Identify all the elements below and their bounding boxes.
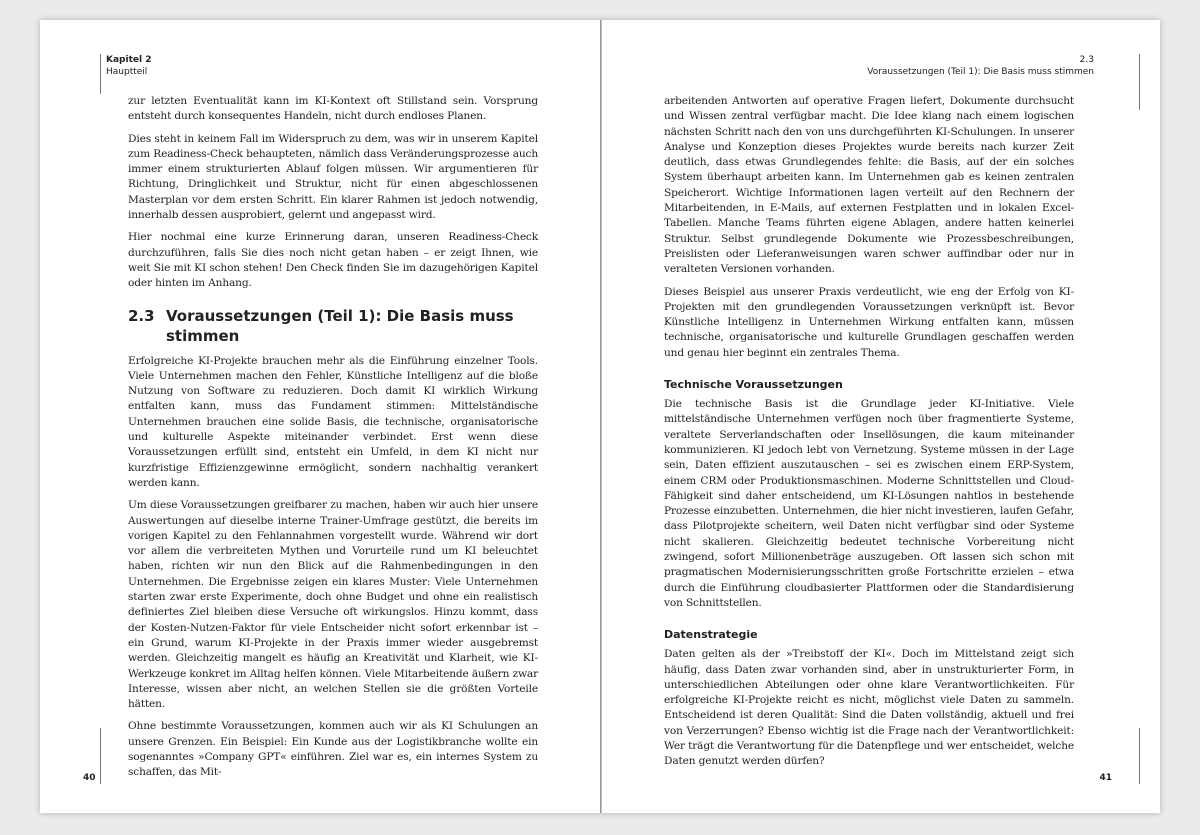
section-title-label: Voraussetzungen (Teil 1): Die Basis muss stimmen (867, 67, 1094, 77)
running-head-left (106, 54, 151, 78)
page-number-left: 40 (83, 773, 96, 783)
footer-rule (100, 728, 101, 784)
footer-rule (1139, 728, 1140, 784)
left-page (40, 20, 598, 813)
book-spread (40, 20, 1160, 813)
paragraph: Daten gelten als der »Treibstoff der KI«. Doch im Mittelstand zeigt sich häufig, dass Daten zwar vorhanden sind, aber in unstrukturierter Form, in unterschiedlichen Abteilungen oder ohne klare Verantwortlichkeiten. Für erfolgreiche KI-Projekte reicht es nicht, möglichst viele Daten zu sammeln. Entscheidend ist deren Qualität: Sind die Daten vollständig, aktuell und frei von Verzerrungen? Ebenso wichtig ist die Frage nach der Verantwortlichkeit: Wer trägt die Verantwortung für die Datenpflege und wer entscheidet, welche Daten genutzt werden dürfen? (664, 648, 1074, 768)
paragraph: zur letzten Eventualität kann im KI-Kontext oft Stillstand sein. Vorsprung entsteht durch konsequentes Handeln, nicht durch endloses Planen. (128, 95, 538, 123)
subheading-technical: Technische Voraussetzungen (664, 378, 843, 392)
paragraph: Um diese Voraussetzungen greifbarer zu machen, haben wir auch hier unsere Auswertungen auf dieselbe interne Trainer-Umfrage gestützt, die bereits im vorigen Kapitel zu den Fehlannahmen vorgestellt wurde. Während wir dort vor allem die verbreiteten Mythen und Vorurteile rund um KI beleuchtet haben, richten wir nun den Blick auf die Rahmenbedingungen in den Unternehmen. Die Ergebnisse zeigen ein klares Muster: Viele Unternehmen starten zwar erste Experimente, doch ohne Budget und ohne ein realistisch definiertes Ziel bleiben diese Versuche oft wirkungslos. Hinzu kommt, dass der Kosten-Nutzen-Faktor für viele Entscheider nicht sofort erkennbar ist – ein Grund, warum KI-Projekte in der Praxis immer wieder ausgebremst werden. Gleichzeitig mangelt es häufig an Kreativität und Klarheit, wie KI-Werkzeuge konkret im Alltag helfen können. Viele Mitarbeitende äußern zwar Interesse, wissen aber nicht, an welchen Stellen sie die größten Vorteile hätten. (128, 499, 538, 711)
header-rule (100, 54, 101, 94)
section-heading (128, 306, 538, 346)
section-number: 2.3 (128, 306, 155, 325)
paragraph: Erfolgreiche KI-Projekte brauchen mehr als die Einführung einzelner Tools. Viele Unternehmen machen den Fehler, Künstliche Intelligenz auf die bloße Nutzung von Software zu reduzieren. Doch damit KI wirklich Wirkung entfalten kann, muss das Fundament stimmen: Mittelständische Unternehmen brauchen eine solide Basis, die technische, organisatorische und kulturelle Aspekte miteinander verbindet. Erst wenn diese Voraussetzungen erfüllt sind, entsteht ein Umfeld, in dem KI nicht nur kurzfristige Effizienzgewinne ermöglicht, sondern nachhaltig verankert werden kann. (128, 354, 538, 489)
right-page-body (664, 94, 1074, 777)
running-head-right (867, 54, 1094, 78)
part-label: Hauptteil (106, 67, 148, 77)
section-title: Voraussetzungen (Teil 1): Die Basis muss stimmen (166, 306, 514, 345)
header-rule (1139, 54, 1140, 110)
subheading-data-strategy: Datenstrategie (664, 628, 758, 642)
section-number-label: 2.3 (1079, 55, 1094, 65)
page-number-right: 41 (1099, 773, 1112, 783)
paragraph: Dieses Beispiel aus unserer Praxis verdeutlicht, wie eng der Erfolg von KI-Projekten mit den grundlegenden Voraussetzungen verknüpft ist. Bevor Künstliche Intelligenz in Unternehmen Wirkung entfalten kann, müssen technische, organisatorische und kulturelle Grundlagen geschaffen werden und genau hier beginnt ein zentrales Thema. (664, 285, 1074, 359)
paragraph: Dies steht in keinem Fall im Widerspruch zu dem, was wir in unserem Kapitel zum Readiness-Check behaupteten, nämlich dass Veränderungsprozesse auch immer einem strukturierten Ablauf folgen müssen. Wir argumentieren für Richtung, Dringlichkeit und Struktur, nicht für einen abgeschlossenen Masterplan vor dem ersten Schritt. Ein klarer Rahmen ist jedoch notwendig, innerhalb dessen ausprobiert, gelernt und angepasst wird. (128, 132, 538, 222)
paragraph: Ohne bestimmte Voraussetzungen, kommen auch wir als KI Schulungen an unsere Grenzen. Ein Beispiel: Ein Kunde aus der Logistikbranche wollte ein sogenanntes »Company GPT« einführen. Ziel war es, ein internes System zu schaffen, das Mit- (128, 720, 538, 779)
left-page-body (128, 94, 538, 788)
paragraph: arbeitenden Antworten auf operative Fragen liefert, Dokumente durchsucht und Wissen zentral verfügbar macht. Die Idee klang nach einem logischen nächsten Schritt nach den von uns durchgeführten KI-Schulungen. In unserer Analyse und Konzeption dieses Projektes wurde bereits nach kurzer Zeit deutlich, dass etwas Grundlegendes fehlte: die Basis, auf der ein solches System überhaupt arbeiten kann. Im Unternehmen gab es keinen zentralen Speicherort. Wichtige Informationen lagen verteilt auf den Rechnern der Mitarbeitenden, in E-Mails, auf externen Festplatten und in lokalen Excel-Tabellen. Manche Teams führten eigene Ablagen, andere hatten keinerlei Struktur. Selbst grundlegende Dokumente wie Prozessbeschreibungen, Preislisten oder Lieferanweisungen waren schwer auffindbar oder nur in veralteten Versionen vorhanden. (664, 95, 1074, 276)
right-page (602, 20, 1160, 813)
chapter-label: Kapitel 2 (106, 55, 152, 65)
paragraph: Die technische Basis ist die Grundlage jeder KI-Initiative. Viele mittelständische Unternehmen verfügen noch über fragmentierte Systeme, veraltete Serverlandschaften oder Insellösungen, die kaum miteinander kommunizieren. KI jedoch lebt von Vernetzung. Systeme müssen in der Lage sein, Daten effizient auszutauschen – sei es zwischen einem ERP-System, einem CRM oder Produktionsmaschinen. Moderne Schnittstellen und Cloud-Fähigkeit sind daher entscheidend, um KI-Lösungen nahtlos in bestehende Prozesse einzubetten. Unternehmen, die hier nicht investieren, laufen Gefahr, dass Pilotprojekte scheitern, weil Daten nicht verfügbar sind oder Systeme nicht skalieren. Gleichzeitig bedeutet technische Vorbereitung nicht zwingend, sofort Millionenbeträge auszugeben. Oft lassen sich schon mit pragmatischen Modernisierungsschritten große Fortschritte erzielen – etwa durch die Einführung cloudbasierter Plattformen oder die Standardisierung von Schnittstellen. (664, 398, 1074, 609)
paragraph: Hier nochmal eine kurze Erinnerung daran, unseren Readiness-Check durchzuführen, falls Sie dies noch nicht getan haben – er zeigt Ihnen, wie weit Sie mit KI schon stehen! Den Check finden Sie im dazugehörigen Kapitel oder hinten im Anhang. (128, 231, 538, 290)
